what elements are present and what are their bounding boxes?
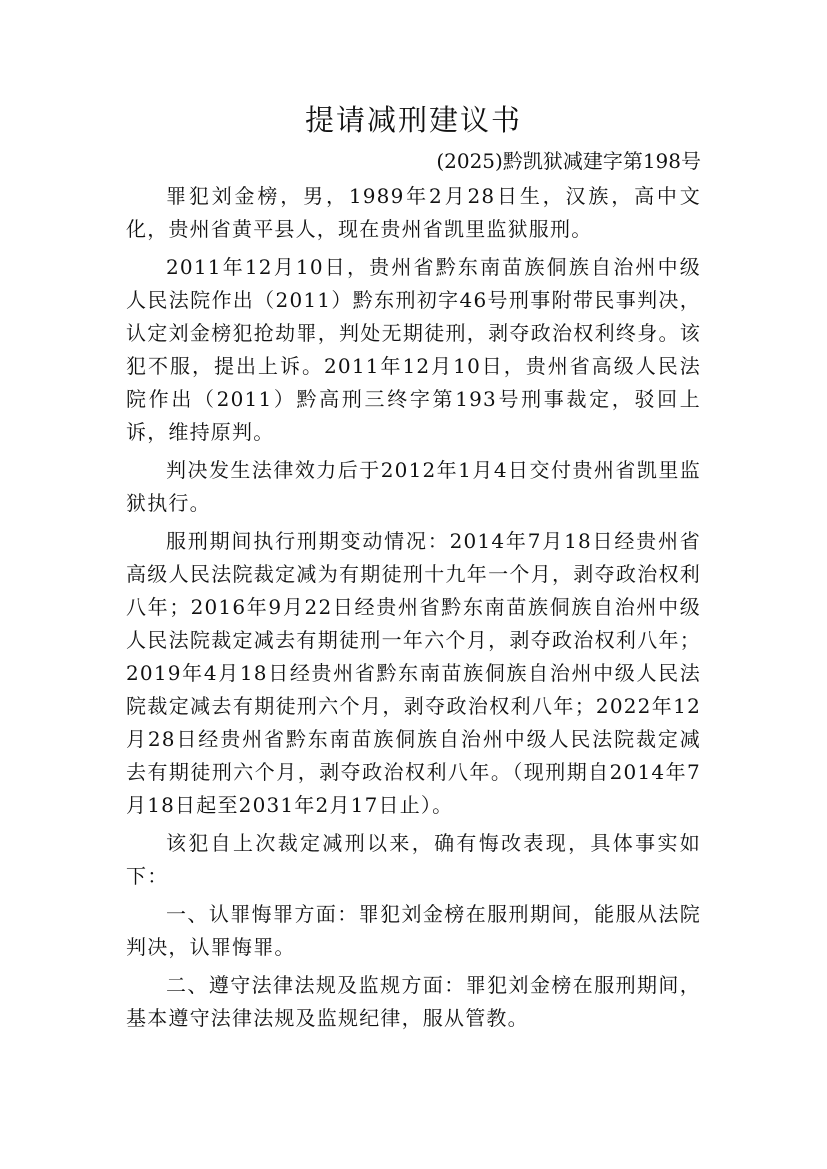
paragraph-original-judgment: 2011年12月10日，贵州省黔东南苗族侗族自治州中级人民法院作出（2011）黔东刑初字46号刑事附带民事判决，认定刘金榜犯抢劫罪，判处无期徒刑，剥夺政治权利终身。该犯不服，提出上诉。2011年12月10日，贵州省高级人民法院作出（2011）黔高刑三终字第193号刑事裁定，驳回上诉，维持原判。	[126, 255, 701, 444]
paragraph-guilt-admission: 一、认罪悔罪方面：罪犯刘金榜在服刑期间，能服从法院判决，认罪悔罪。	[126, 902, 701, 959]
paragraph-repentance-intro: 该犯自上次裁定减刑以来，确有悔改表现，具体事实如下：	[126, 831, 701, 888]
document-number: (2025)黔凯狱减建字第198号	[436, 149, 701, 173]
paragraph-sentence-changes: 服刑期间执行刑期变动情况：2014年7月18日经贵州省高级人民法院裁定减为有期徒刑十九年一个月，剥夺政治权利八年；2016年9月22日经贵州省黔东南苗族侗族自治州中级人民法院裁定减去有期徒刑一年六个月，剥夺政治权利八年；2019年4月18日经贵州省黔东南苗族侗族自治州中级人民法院裁定减去有期徒刑六个月，剥夺政治权利八年；2022年12月28日经贵州省黔东南苗族侗族自治州中级人民法院裁定减去有期徒刑六个月，剥夺政治权利八年。（现刑期自2014年7月18日起至2031年2月17日止）。	[126, 529, 701, 817]
document-body	[126, 180, 701, 1040]
paragraph-criminal-info: 罪犯刘金榜，男，1989年2月28日生，汉族，高中文化，贵州省黄平县人，现在贵州省凯里监狱服刑。	[126, 184, 701, 241]
paragraph-law-compliance: 二、遵守法律法规及监规方面：罪犯刘金榜在服刑期间，基本遵守法律法规及监规纪律，服从管教。	[126, 973, 701, 1030]
paragraph-execution-delivery: 判决发生法律效力后于2012年1月4日交付贵州省凯里监狱执行。	[126, 458, 701, 515]
document-title: 提请减刑建议书	[304, 103, 522, 137]
